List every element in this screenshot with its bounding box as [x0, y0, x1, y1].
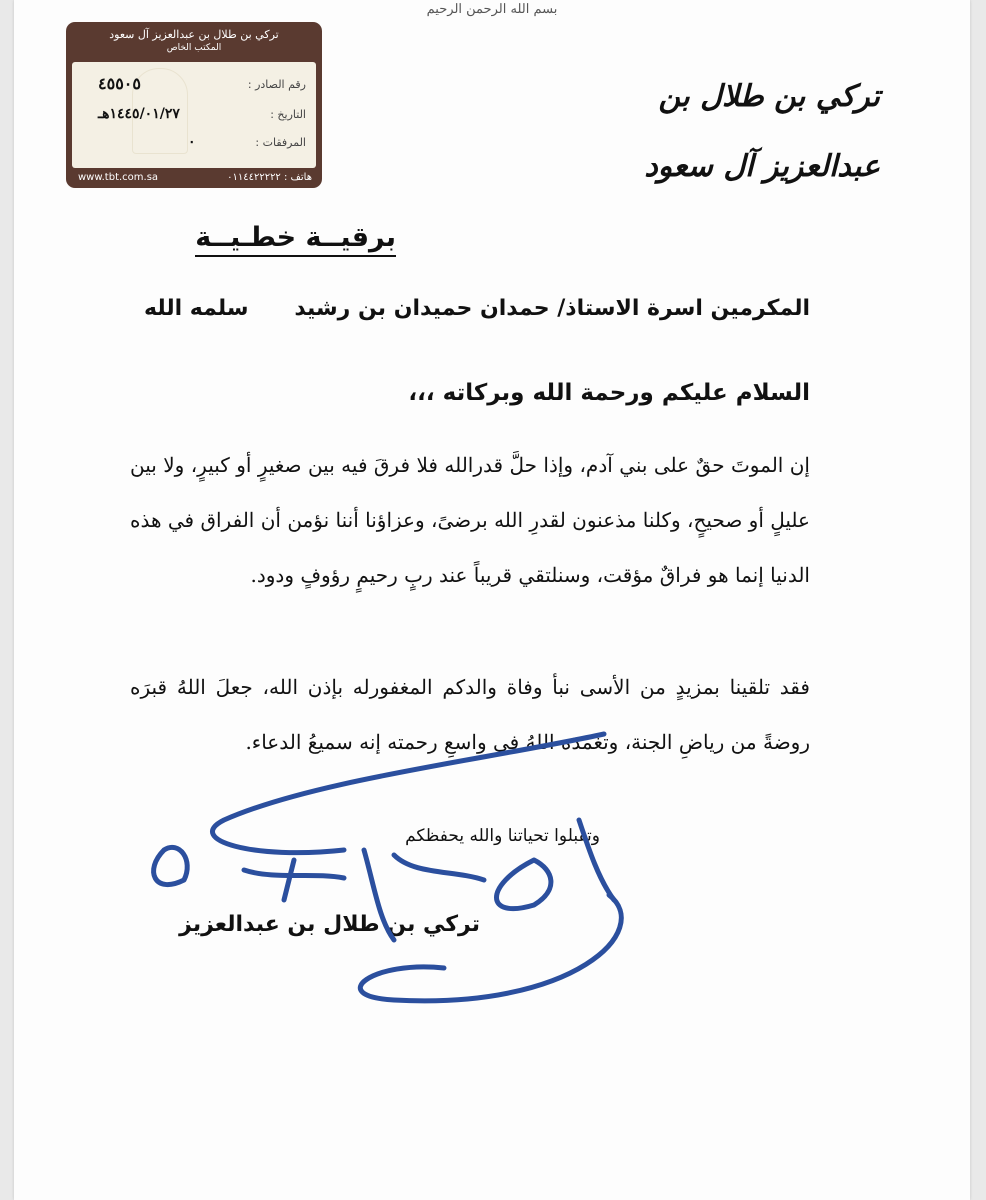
attachments-row [78, 132, 306, 154]
recipient-honorific: سلمه الله [144, 296, 249, 321]
body-paragraph-1: إن الموتَ حقٌ على بني آدم، وإذا حلَّ قدرالله فلا فرقَ فيه بين صغيرٍ أو كبيرٍ، ولا بين عليلٍ أو صحيحٍ، وكلنا مذعنون لقدرِ الله برضىً، وعزاؤنا أننا نؤمن أن الفراق في هذه الدنيا إنما هو فراقٌ مؤقت، وسنلتقي قريباً عند ربٍ رحيمٍ رؤوفٍ ودود. [130, 453, 810, 587]
card-office: المكتب الخاص [166, 43, 222, 53]
letter-page [14, 0, 970, 1200]
ref-number-row [78, 74, 306, 96]
attachments-label: المرفقات : [255, 136, 306, 149]
date-label: التاريخ : [270, 108, 306, 121]
closing-line: وتقبلوا تحياتنا والله يحفظكم [405, 826, 600, 846]
body-paragraph-2: فقد تلقينا بمزيدٍ من الأسى نبأ وفاة والدكم المغفورله بإذن الله، جعلَ اللهُ قبرَه روضةً من رياضِ الجنة، وتغمدَه اللهُ في واسعِ رحمته إنه سميعُ الدعاء. [130, 675, 810, 754]
card-logo-text: تركي بن طلال بن عبدالعزيز آل سعود [109, 28, 279, 41]
date-row [78, 104, 306, 126]
card-body [72, 62, 316, 168]
document-title: برقيــة خطـيــة [195, 222, 396, 257]
reference-card [66, 22, 322, 188]
card-footer [66, 168, 322, 188]
attachments-value: ٠ [188, 134, 196, 150]
card-header [66, 22, 322, 60]
basmala: بسم الله الرحمن الرحيم [426, 2, 558, 17]
ref-number-value: ٤٥٥٠٥ [98, 74, 141, 93]
date-value: ١٤٤٥/٠١/٢٧هـ [98, 106, 180, 122]
recipient-line: المكرمين اسرة الاستاذ/ حمدان حميدان بن رشيد [294, 296, 810, 321]
ref-number-label: رقم الصادر : [247, 78, 306, 91]
letterhead-calligraphy: تركي بن طلال بن عبدالعزيز آل سعود [644, 79, 880, 184]
greeting: السلام عليكم ورحمة الله وبركاته ،،، [408, 380, 810, 406]
card-phone: هاتف : ٠١١٤٤٢٢٢٢٢ [227, 172, 312, 183]
signer-name: تركي بن طلال بن عبدالعزيز [179, 912, 480, 937]
card-website: www.tbt.com.sa [78, 172, 159, 183]
